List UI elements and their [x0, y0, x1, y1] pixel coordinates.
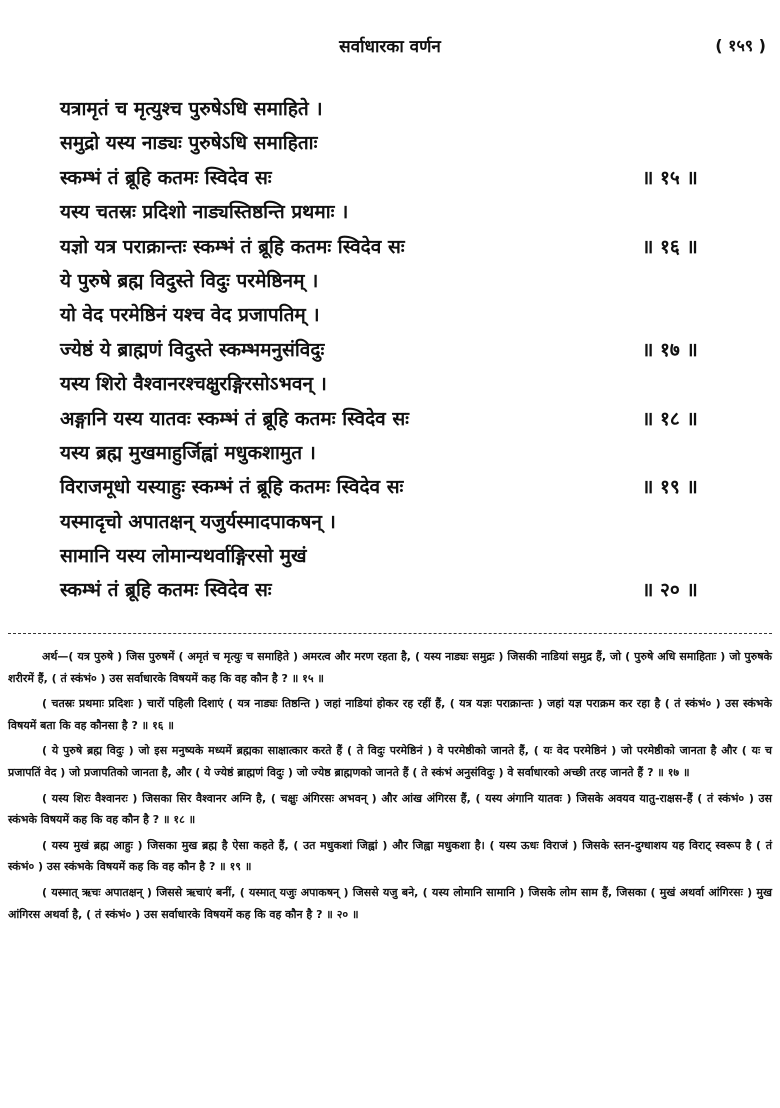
verse-text: यस्य शिरो वैश्वानरश्चक्षुरङ्गिरसोऽभवन् ।: [60, 373, 327, 396]
verse-text: समुद्रो यस्य नाड्यः पुरुषेऽधि समाहिताः: [60, 132, 318, 155]
commentary-paragraph: अर्थ—( यत्र पुरुषे ) जिस पुरुषमें ( अमृतं च मृत्युः च समाहिते ) अमरत्व और मरण रहता है, ( यस्य नाड्यः समुद्रः ) जिसकी नाडियां समुद्र हैं, जो ( पुरुषे अधि समाहिताः ) जो पुरुषके शरीरमें हैं, ( तं स्कंभं० ) उस सर्वाधारके विषयमें कह कि वह कौन है ? ॥ १५ ॥: [8, 650, 772, 685]
verse-line: [60, 230, 750, 264]
page-number: ( १५९ ): [715, 36, 766, 55]
verse-line: [60, 505, 750, 539]
verse-line: [60, 126, 750, 160]
verse-number: ॥ १५ ॥: [642, 166, 698, 189]
verse-line: [60, 402, 750, 436]
verse-number: ॥ १९ ॥: [642, 476, 698, 499]
commentary-paragraph: ( यस्य शिरः वैश्वानरः ) जिसका सिर वैश्वानर अग्नि है, ( चक्षुः अंगिरसः अभवन् ) और आंख अंगिरस हैं, ( यस्य अंगानि यातवः ) जिसके अवयव यातु-राक्षस-हैं ( तं स्कंभं० ) उस स्कंभके विषयमें कह कि वह कौन है ? ॥ १८ ॥: [8, 791, 772, 827]
verse-line: [60, 367, 750, 401]
section-divider: [8, 633, 772, 634]
verse-text: यस्मादृचो अपातक्षन् यजुर्यस्मादपाकषन् ।: [60, 510, 336, 533]
verse-text: अङ्गानि यस्य यातवः स्कम्भं तं ब्रूहि कतमः स्विदेव सः: [60, 407, 410, 430]
verse-number: ॥ १६ ॥: [642, 235, 698, 258]
verse-line: [60, 92, 750, 126]
verse-line: [60, 333, 750, 367]
commentary-paragraph: ( यस्य मुखं ब्रह्म आहुः ) जिसका मुख ब्रह्म है ऐसा कहते हैं, ( उत मधुकशां जिह्वां ) और जिह्वा मधुकशा है। ( यस्य ऊधः विराजं ) जिसके स्तन-दुग्धाशय यह विराट् स्वरूप है ( तं स्कंभं० ) उस स्कंभके विषयमें कह कि वह कौन है ? ॥ १९ ॥: [8, 838, 772, 874]
verse-text: ये पुरुषे ब्रह्म विदुस्ते विदुः परमेष्ठिनम् ।: [60, 269, 319, 292]
commentary-paragraph: ( ये पुरुषे ब्रह्म विदुः ) जो इस मनुष्यके मध्यमें ब्रह्मका साक्षात्कार करते हैं ( ते विदुः परमेष्ठिनं ) वे परमेष्ठीको जानते हैं, ( यः वेद परमेष्ठिनं ) जो परमेष्ठीको जानता है और ( यः च प्रजापतिं वेद ) जो प्रजापतिको जानता है, और ( ये ज्येष्ठं ब्राह्मणं विदुः ) जो ज्येष्ठ ब्राह्मणको जानते हैं ( ते स्कंभं अनुसंविदुः ) वे सर्वाधारको अच्छी तरह जानते हैं ? ॥ १७ ॥: [8, 744, 772, 779]
verse-text: यस्य ब्रह्म मुखमाहुर्जिह्वां मधुकशामुत ।: [60, 441, 316, 464]
verse-line: [60, 264, 750, 298]
verse-text: स्कम्भं तं ब्रूहि कतमः स्विदेव सः: [60, 579, 272, 602]
verse-line: [60, 298, 750, 332]
verse-number: ॥ २० ॥: [642, 579, 698, 602]
verse-text: ज्येष्ठं ये ब्राह्मणं विदुस्ते स्कम्भमनुसंविदुः: [60, 338, 325, 361]
commentary-paragraph: ( यस्मात् ऋचः अपातक्षन् ) जिससे ऋचाएं बनीं, ( यस्मात् यजुः अपाकषन् ) जिससे यजु बने, ( यस्य लोमानि सामानि ) जिसके लोम साम हैं, जिसका ( मुखं अथर्वा आंगिरसः ) मुख आंगिरस अथर्वा है, ( तं स्कंभं० ) उस सर्वाधारके विषयमें कह कि वह कौन है ? ॥ २० ॥: [8, 885, 772, 921]
verse-line: [60, 470, 750, 504]
verse-block: [60, 92, 750, 608]
verse-text: यो वेद परमेष्ठिनं यश्च वेद प्रजापतिम् ।: [60, 304, 320, 327]
verse-text: यत्रामृतं च मृत्युश्च पुरुषेऽधि समाहिते ।: [60, 98, 323, 120]
verse-line: [60, 436, 750, 470]
verse-line: [60, 573, 750, 607]
verse-line: [60, 539, 750, 573]
verse-number: ॥ १७ ॥: [642, 338, 698, 361]
commentary-paragraph: ( चतस्रः प्रथमाः प्रदिशः ) चारों पहिली दिशाएं ( यत्र नाड्यः तिष्ठन्ति ) जहां नाडियां होकर रह रहीं हैं, ( यत्र यज्ञः पराक्रान्तः ) जहां यज्ञ पराक्रम कर रहा है ( तं स्कंभं० ) उस स्कंभके विषयमें बता कि वह कौनसा है ? ॥ १६ ॥: [8, 697, 772, 732]
commentary-block: [8, 646, 772, 929]
verse-text: स्कम्भं तं ब्रूहि कतमः स्विदेव सः: [60, 166, 272, 189]
verse-line: [60, 195, 750, 229]
verse-text: विराजमूधो यस्याहुः स्कम्भं तं ब्रूहि कतमः स्विदेव सः: [60, 476, 404, 499]
verse-text: सामानि यस्य लोमान्यथर्वाङ्गिरसो मुखं: [60, 545, 307, 568]
page-header: [0, 34, 780, 64]
verse-text: यस्य चतस्रः प्रदिशो नाड्यस्तिष्ठन्ति प्रथमाः ।: [60, 201, 349, 224]
verse-number: ॥ १८ ॥: [642, 407, 698, 430]
verse-text: यज्ञो यत्र पराक्रान्तः स्कम्भं तं ब्रूहि कतमः स्विदेव सः: [60, 235, 405, 258]
verse-line: [60, 161, 750, 195]
page-title: सर्वाधारका वर्णन: [339, 37, 441, 57]
